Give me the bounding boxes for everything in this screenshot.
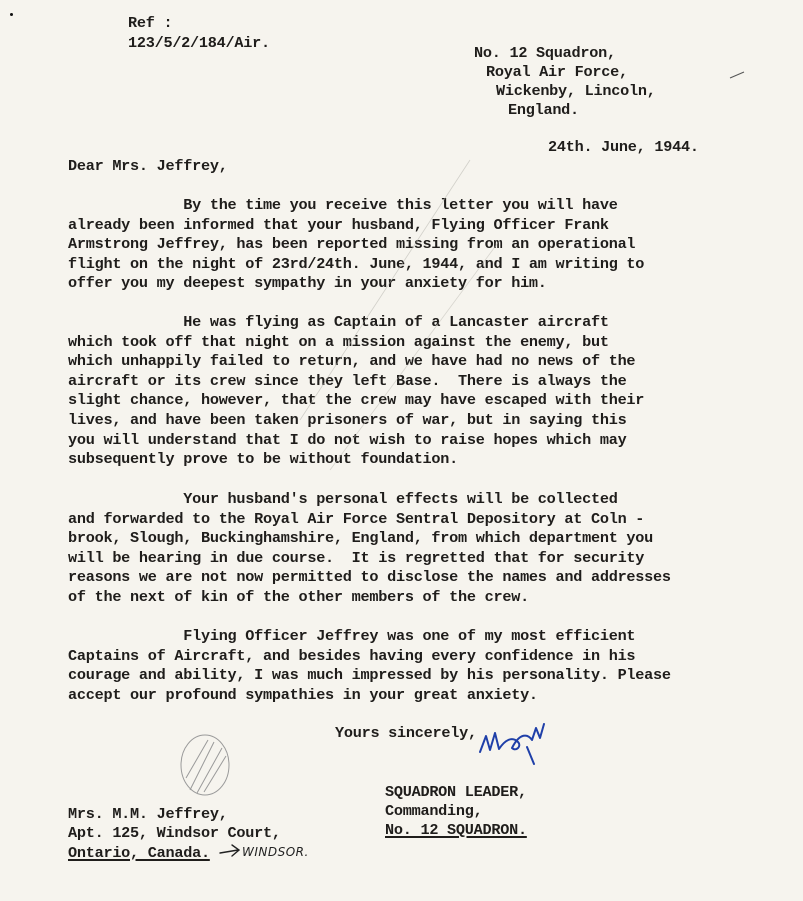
paragraph-line: accept our profound sympathies in your great anxiety. (68, 685, 538, 704)
paragraph-line: subsequently prove to be without foundation. (68, 450, 459, 469)
handwritten-city-note: WINDSOR. (242, 845, 309, 859)
recipient-street: Apt. 125, Windsor Court, (68, 824, 281, 842)
sender-address-line-4: England. (508, 101, 579, 119)
reference-number: 123/5/2/184/Air. (128, 34, 270, 52)
paragraph-line: Flying Officer Jeffrey was one of my most efficient (68, 627, 636, 645)
signature-unit: No. 12 SQUADRON. (385, 821, 527, 839)
paragraph-line: which unhappily failed to return, and we have had no news of the (68, 352, 636, 371)
paragraph-line: Armstrong Jeffrey, has been reported missing from an operational (68, 235, 636, 254)
sender-address-line-2: Royal Air Force, (486, 63, 628, 81)
paragraph-line: He was flying as Captain of a Lancaster aircraft (68, 313, 609, 331)
paragraph-line: offer you my deepest sympathy in your anxiety for him. (68, 274, 547, 293)
paragraph-line: lives, and have been taken prisoners of war, but in saying this (68, 410, 627, 429)
arrow-icon (220, 845, 239, 856)
paragraph-line: flight on the night of 23rd/24th. June, 1944, and I am writing to (68, 254, 645, 273)
paragraph-line: Captains of Aircraft, and besides having every confidence in his (68, 646, 636, 665)
letter-date: 24th. June, 1944. (548, 138, 699, 156)
salutation: Dear Mrs. Jeffrey, (68, 157, 228, 175)
recipient-region: Ontario, Canada. (68, 844, 210, 862)
paragraph-line: aircraft or its crew since they left Base. There is always the (68, 371, 627, 390)
paragraph-line: Your husband's personal effects will be collected (68, 490, 618, 508)
paragraph-line: brook, Slough, Buckinghamshire, England, from which department you (68, 529, 654, 548)
paragraph-line: courage and ability, I was much impressed by his personality. Please (68, 666, 671, 685)
recipient-name: Mrs. M.M. Jeffrey, (68, 805, 228, 823)
pencil-scribble (181, 735, 229, 795)
paragraph-line: of the next of kin of the other members of the crew. (68, 587, 529, 606)
paragraph-line: By the time you receive this letter you will have (68, 196, 618, 214)
closing: Yours sincerely, (335, 724, 477, 742)
sender-address-line-3: Wickenby, Lincoln, (496, 82, 656, 100)
paragraph-line: and forwarded to the Royal Air Force Sentral Depository at Coln - (68, 509, 645, 528)
signature-rank: SQUADRON LEADER, (385, 783, 527, 801)
paragraph-line: already been informed that your husband, Flying Officer Frank (68, 215, 609, 234)
paragraph-line: you will understand that I do not wish to raise hopes which may (68, 430, 627, 449)
paragraph-line: will be hearing in due course. It is regretted that for security (68, 548, 645, 567)
sender-address-line-1: No. 12 Squadron, (474, 44, 616, 62)
faint-pencil-line (330, 240, 500, 470)
paragraph-line: reasons we are not now permitted to disclose the names and addresses (68, 568, 671, 587)
signature-role: Commanding, (385, 802, 483, 820)
paragraph-line: which took off that night on a mission against the enemy, but (68, 332, 609, 351)
reference-label: Ref : (128, 14, 173, 32)
paragraph-line: slight chance, however, that the crew may have escaped with their (68, 391, 645, 410)
margin-pen-tick (730, 72, 744, 78)
signature-ink (480, 724, 544, 764)
faint-pencil-line (300, 160, 470, 420)
